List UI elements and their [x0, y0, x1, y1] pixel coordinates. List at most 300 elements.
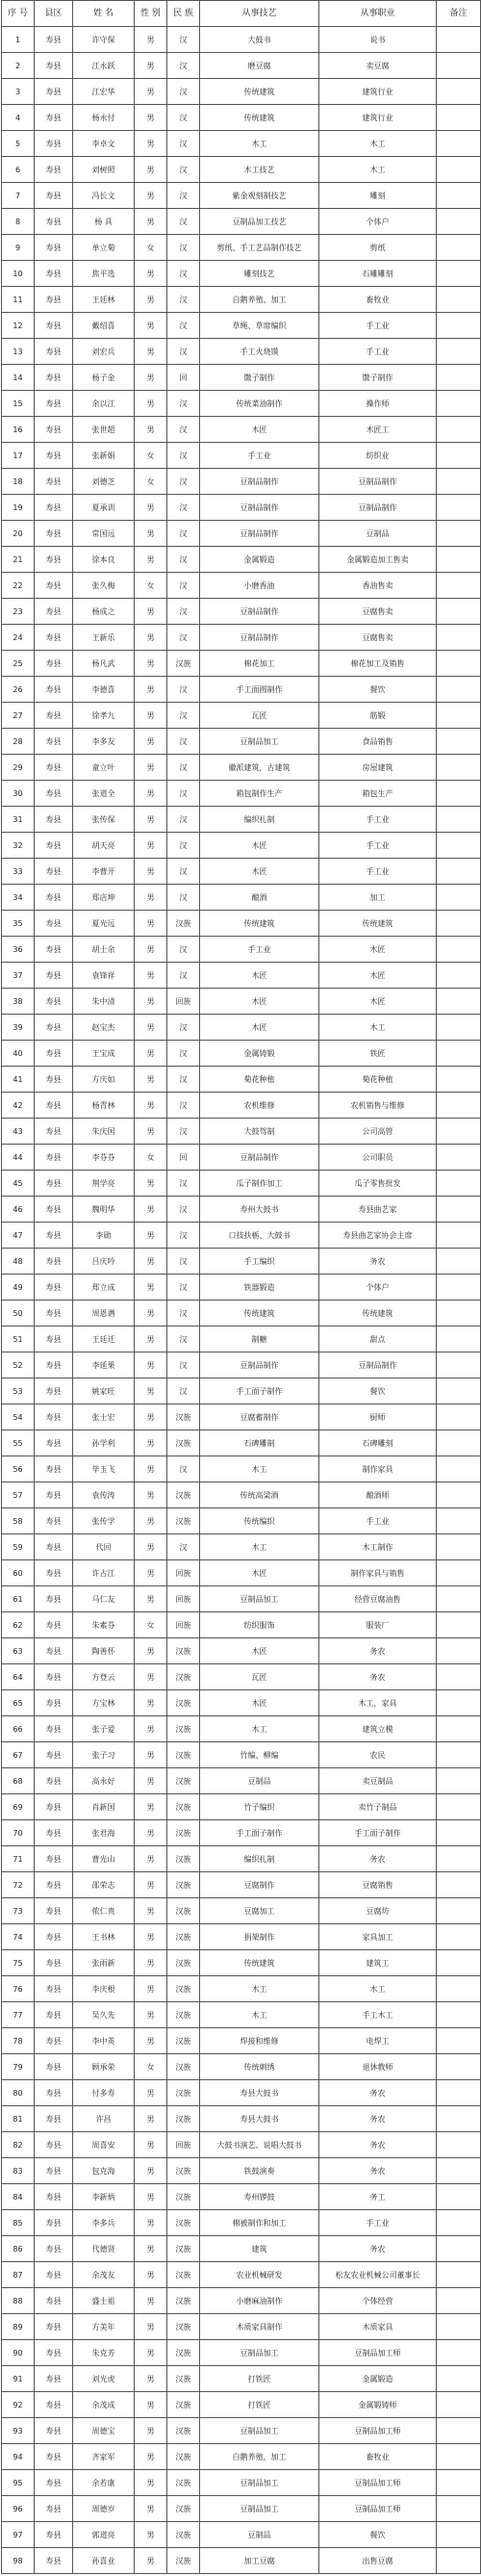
cell-gender: 男	[135, 2418, 167, 2444]
cell-skill: 传统菜油制作	[200, 391, 319, 417]
cell-name: 焦平选	[73, 261, 135, 287]
cell-name: 陶善怀	[73, 1638, 135, 1664]
cell-skill: 剪纸、手工艺品制作技艺	[200, 235, 319, 261]
cell-occupation: 卖竹子制品	[319, 1794, 437, 1820]
cell-county: 寿县	[35, 1794, 73, 1820]
cell-ethnicity: 汉族	[167, 1482, 200, 1508]
cell-remarks	[437, 2470, 481, 2496]
cell-occupation: 务农	[319, 2236, 437, 2262]
cell-occupation: 菊花种植	[319, 1067, 437, 1093]
cell-county: 寿县	[35, 1119, 73, 1145]
cell-county: 寿县	[35, 1898, 73, 1924]
cell-remarks	[437, 313, 481, 339]
cell-ethnicity: 汉	[167, 1534, 200, 1560]
cell-skill: 豆制品加工技艺	[200, 209, 319, 235]
cell-name: 侬仁贵	[73, 1898, 135, 1924]
cell-county: 寿县	[35, 2314, 73, 2340]
cell-ethnicity: 汉族	[167, 2470, 200, 2496]
cell-skill: 金属铸锻	[200, 1041, 319, 1067]
cell-name: 朱庆国	[73, 1119, 135, 1145]
cell-ethnicity: 汉	[167, 1041, 200, 1067]
cell-ethnicity: 汉	[167, 261, 200, 287]
cell-occupation: 豆制品制作	[319, 469, 437, 495]
table-row	[2, 287, 481, 313]
cell-ethnicity: 汉族	[167, 2158, 200, 2184]
cell-index: 67	[2, 1742, 35, 1768]
cell-ethnicity: 汉族	[167, 1872, 200, 1898]
cell-county: 寿县	[35, 261, 73, 287]
cell-index: 80	[2, 2080, 35, 2106]
cell-skill: 豆制品加工	[200, 1586, 319, 1612]
cell-occupation: 金属锻铸师	[319, 2392, 437, 2418]
cell-county: 寿县	[35, 1586, 73, 1612]
cell-name: 李芬芬	[73, 1145, 135, 1171]
cell-skill: 建筑	[200, 2236, 319, 2262]
table-row	[2, 131, 481, 157]
table-row	[2, 2210, 481, 2236]
cell-name: 余以江	[73, 391, 135, 417]
cell-skill: 编织扎制	[200, 1846, 319, 1872]
cell-occupation: 木工	[319, 1015, 437, 1041]
cell-occupation: 瓜子零售批发	[319, 1171, 437, 1197]
cell-name: 袁传涛	[73, 1482, 135, 1508]
cell-index: 39	[2, 1015, 35, 1041]
cell-occupation: 木工，家具	[319, 1690, 437, 1716]
cell-county: 寿县	[35, 755, 73, 781]
cell-gender: 男	[135, 1015, 167, 1041]
cell-skill: 白鹅养殖，加工	[200, 2444, 319, 2470]
cell-gender: 男	[135, 2340, 167, 2366]
cell-county: 寿县	[35, 547, 73, 573]
cell-remarks	[437, 781, 481, 807]
cell-gender: 男	[135, 1898, 167, 1924]
cell-index: 19	[2, 495, 35, 521]
cell-index: 20	[2, 521, 35, 547]
cell-skill: 木匠	[200, 989, 319, 1015]
cell-gender: 男	[135, 651, 167, 677]
cell-remarks	[437, 1119, 481, 1145]
cell-index: 37	[2, 963, 35, 989]
cell-occupation: 务农	[319, 2106, 437, 2132]
table-row	[2, 1872, 481, 1898]
cell-gender: 男	[135, 807, 167, 833]
cell-ethnicity: 汉	[167, 313, 200, 339]
cell-county: 寿县	[35, 1171, 73, 1197]
cell-index: 1	[2, 27, 35, 53]
cell-gender: 男	[135, 1327, 167, 1352]
table-row	[2, 1171, 481, 1197]
cell-skill: 铁鼓演奏	[200, 2158, 319, 2184]
cell-index: 5	[2, 131, 35, 157]
cell-index: 13	[2, 339, 35, 365]
cell-occupation: 手工业	[319, 833, 437, 859]
cell-skill: 手工编织	[200, 1249, 319, 1275]
cell-ethnicity: 汉族	[167, 2262, 200, 2288]
cell-remarks	[437, 1275, 481, 1301]
cell-occupation: 说书	[319, 27, 437, 53]
cell-occupation: 馓子制作	[319, 365, 437, 391]
cell-index: 75	[2, 1950, 35, 1976]
cell-name: 周喜安	[73, 2132, 135, 2158]
cell-occupation: 手工业	[319, 2210, 437, 2236]
cell-skill: 传统编织	[200, 1508, 319, 1534]
cell-name: 郑立成	[73, 1275, 135, 1301]
cell-county: 寿县	[35, 1301, 73, 1327]
cell-name: 毕玉飞	[73, 1456, 135, 1482]
table-row	[2, 391, 481, 417]
cell-county: 寿县	[35, 1275, 73, 1301]
table-row	[2, 1301, 481, 1327]
cell-index: 90	[2, 2340, 35, 2366]
cell-occupation: 服装厂	[319, 1612, 437, 1638]
cell-index: 27	[2, 703, 35, 729]
cell-county: 寿县	[35, 1664, 73, 1690]
cell-gender: 女	[135, 443, 167, 469]
cell-skill: 木工	[200, 1716, 319, 1742]
cell-gender: 男	[135, 937, 167, 963]
table-row	[2, 1612, 481, 1638]
cell-index: 53	[2, 1378, 35, 1404]
cell-county: 寿县	[35, 2106, 73, 2132]
cell-occupation: 豆制品制作	[319, 1352, 437, 1378]
header-index: 序 号	[2, 1, 35, 27]
cell-index: 49	[2, 1275, 35, 1301]
cell-name: 包克海	[73, 2158, 135, 2184]
cell-name: 刘树照	[73, 157, 135, 183]
cell-gender: 男	[135, 105, 167, 131]
cell-ethnicity: 汉族	[167, 1924, 200, 1950]
roster-document	[1, 0, 480, 2574]
cell-gender: 男	[135, 2522, 167, 2548]
cell-remarks	[437, 2184, 481, 2210]
table-row	[2, 2132, 481, 2158]
cell-ethnicity: 汉	[167, 1301, 200, 1327]
cell-remarks	[437, 833, 481, 859]
cell-ethnicity: 汉族	[167, 911, 200, 937]
cell-index: 73	[2, 1898, 35, 1924]
cell-occupation: 卖豆制品	[319, 1768, 437, 1794]
cell-name: 单立菊	[73, 235, 135, 261]
cell-gender: 男	[135, 1794, 167, 1820]
cell-index: 40	[2, 1041, 35, 1067]
cell-occupation: 操作师	[319, 391, 437, 417]
cell-skill: 寿县大鼓书	[200, 2080, 319, 2106]
cell-gender: 男	[135, 2132, 167, 2158]
cell-skill: 棉花加工	[200, 651, 319, 677]
cell-occupation: 个体经营	[319, 2288, 437, 2314]
cell-skill: 豆腐蓄制作	[200, 1404, 319, 1430]
cell-occupation: 松友农业机械公司董事长	[319, 2262, 437, 2288]
cell-occupation: 箱包生产	[319, 781, 437, 807]
cell-county: 寿县	[35, 2054, 73, 2080]
cell-occupation: 豆制品加工师	[319, 2340, 437, 2366]
table-row	[2, 313, 481, 339]
cell-county: 寿县	[35, 1067, 73, 1093]
table-row	[2, 1119, 481, 1145]
table-row	[2, 2444, 481, 2470]
cell-ethnicity: 汉	[167, 625, 200, 651]
table-row	[2, 1664, 481, 1690]
cell-gender: 男	[135, 313, 167, 339]
cell-gender: 男	[135, 1716, 167, 1742]
cell-skill: 手工面子制作	[200, 1378, 319, 1404]
cell-remarks	[437, 1404, 481, 1430]
cell-county: 寿县	[35, 1482, 73, 1508]
cell-ethnicity: 汉	[167, 1171, 200, 1197]
cell-occupation: 务工	[319, 2184, 437, 2210]
cell-county: 寿县	[35, 599, 73, 625]
cell-gender: 男	[135, 1093, 167, 1119]
cell-gender: 男	[135, 1534, 167, 1560]
cell-skill: 竹子编织	[200, 1794, 319, 1820]
cell-name: 李庆根	[73, 1976, 135, 2002]
cell-ethnicity: 汉	[167, 1223, 200, 1249]
cell-name: 朱素芬	[73, 1612, 135, 1638]
cell-skill: 木工	[200, 131, 319, 157]
cell-county: 寿县	[35, 859, 73, 885]
cell-name: 李多友	[73, 729, 135, 755]
cell-occupation: 公司职员	[319, 1145, 437, 1171]
table-row	[2, 651, 481, 677]
cell-gender: 男	[135, 1430, 167, 1456]
cell-gender: 男	[135, 1690, 167, 1716]
cell-remarks	[437, 261, 481, 287]
table-row	[2, 729, 481, 755]
cell-occupation: 铁匠	[319, 1041, 437, 1067]
cell-gender: 男	[135, 1378, 167, 1404]
table-row	[2, 1794, 481, 1820]
cell-ethnicity: 汉	[167, 443, 200, 469]
cell-remarks	[437, 131, 481, 157]
cell-gender: 男	[135, 703, 167, 729]
cell-skill: 豆制品制作	[200, 625, 319, 651]
cell-gender: 男	[135, 2314, 167, 2340]
table-row	[2, 1482, 481, 1508]
cell-ethnicity: 汉	[167, 157, 200, 183]
table-row	[2, 755, 481, 781]
cell-index: 6	[2, 157, 35, 183]
cell-ethnicity: 汉族	[167, 2392, 200, 2418]
cell-occupation: 手工业	[319, 859, 437, 885]
cell-remarks	[437, 183, 481, 209]
table-row	[2, 781, 481, 807]
cell-index: 59	[2, 1534, 35, 1560]
cell-remarks	[437, 1976, 481, 2002]
table-row	[2, 1093, 481, 1119]
cell-skill: 磨豆腐	[200, 53, 319, 79]
cell-skill: 手工业	[200, 443, 319, 469]
cell-county: 寿县	[35, 677, 73, 703]
cell-occupation: 餐饮	[319, 1378, 437, 1404]
cell-county: 寿县	[35, 2028, 73, 2054]
cell-occupation: 手工业	[319, 313, 437, 339]
cell-gender: 男	[135, 1976, 167, 2002]
table-row	[2, 443, 481, 469]
cell-name: 张传保	[73, 807, 135, 833]
cell-gender: 男	[135, 1768, 167, 1794]
cell-county: 寿县	[35, 2080, 73, 2106]
cell-index: 57	[2, 1482, 35, 1508]
cell-skill: 传统建筑	[200, 79, 319, 105]
table-row	[2, 79, 481, 105]
cell-gender: 女	[135, 469, 167, 495]
cell-name: 冯长文	[73, 183, 135, 209]
cell-county: 寿县	[35, 1768, 73, 1794]
cell-index: 87	[2, 2262, 35, 2288]
cell-name: 许占江	[73, 1560, 135, 1586]
header-county: 县区	[35, 1, 73, 27]
cell-county: 寿县	[35, 1041, 73, 1067]
cell-ethnicity: 汉	[167, 183, 200, 209]
cell-ethnicity: 回族	[167, 1612, 200, 1638]
cell-name: 余若康	[73, 2470, 135, 2496]
cell-index: 34	[2, 885, 35, 911]
cell-occupation: 金属锻造	[319, 2366, 437, 2392]
cell-remarks	[437, 1768, 481, 1794]
cell-gender: 女	[135, 1145, 167, 1171]
table-row	[2, 937, 481, 963]
table-row	[2, 417, 481, 443]
cell-county: 寿县	[35, 885, 73, 911]
cell-skill: 打铁匠	[200, 2392, 319, 2418]
cell-remarks	[437, 937, 481, 963]
cell-remarks	[437, 495, 481, 521]
cell-remarks	[437, 27, 481, 53]
table-row	[2, 495, 481, 521]
cell-gender: 女	[135, 573, 167, 599]
cell-county: 寿县	[35, 209, 73, 235]
cell-skill: 手工面子制作	[200, 1820, 319, 1846]
cell-ethnicity: 汉族	[167, 2366, 200, 2392]
cell-index: 65	[2, 1690, 35, 1716]
cell-remarks	[437, 2054, 481, 2080]
cell-remarks	[437, 573, 481, 599]
cell-index: 16	[2, 417, 35, 443]
table-row	[2, 599, 481, 625]
table-row	[2, 1742, 481, 1768]
cell-ethnicity: 汉族	[167, 2522, 200, 2548]
cell-skill: 馓子制作	[200, 365, 319, 391]
cell-index: 94	[2, 2444, 35, 2470]
cell-index: 86	[2, 2236, 35, 2262]
table-row	[2, 1015, 481, 1041]
cell-gender: 男	[135, 1223, 167, 1249]
table-row	[2, 1820, 481, 1846]
table-row	[2, 1275, 481, 1301]
cell-ethnicity: 汉	[167, 963, 200, 989]
cell-occupation: 木匠	[319, 989, 437, 1015]
cell-ethnicity: 汉	[167, 235, 200, 261]
table-row	[2, 53, 481, 79]
cell-index: 58	[2, 1508, 35, 1534]
cell-ethnicity: 汉	[167, 1015, 200, 1041]
cell-gender: 男	[135, 1171, 167, 1197]
cell-remarks	[437, 2418, 481, 2444]
cell-name: 周恩谮	[73, 1301, 135, 1327]
cell-skill: 石碑雕制	[200, 1430, 319, 1456]
cell-occupation: 寿县曲艺家协会主席	[319, 1223, 437, 1249]
cell-county: 寿县	[35, 1560, 73, 1586]
cell-county: 寿县	[35, 183, 73, 209]
cell-skill: 捐架制作	[200, 1924, 319, 1950]
cell-occupation: 传统建筑	[319, 911, 437, 937]
cell-skill: 木匠	[200, 1560, 319, 1586]
cell-ethnicity: 汉族	[167, 2418, 200, 2444]
cell-gender: 男	[135, 1301, 167, 1327]
cell-occupation: 手工业	[319, 339, 437, 365]
header-ethnicity: 民 族	[167, 1, 200, 27]
cell-ethnicity: 汉族	[167, 2106, 200, 2132]
cell-skill: 打铁匠	[200, 2366, 319, 2392]
table-row	[2, 1716, 481, 1742]
cell-occupation: 剪纸	[319, 235, 437, 261]
cell-county: 寿县	[35, 1846, 73, 1872]
cell-ethnicity: 汉	[167, 339, 200, 365]
cell-gender: 男	[135, 2392, 167, 2418]
cell-index: 36	[2, 937, 35, 963]
cell-occupation: 餐饮	[319, 677, 437, 703]
cell-remarks	[437, 1223, 481, 1249]
cell-name: 王宝成	[73, 1041, 135, 1067]
cell-gender: 男	[135, 2158, 167, 2184]
cell-index: 28	[2, 729, 35, 755]
cell-county: 寿县	[35, 1197, 73, 1223]
cell-name: 刘宏兵	[73, 339, 135, 365]
cell-remarks	[437, 105, 481, 131]
cell-county: 寿县	[35, 781, 73, 807]
cell-ethnicity: 汉族	[167, 1820, 200, 1846]
cell-index: 45	[2, 1171, 35, 1197]
cell-ethnicity: 汉	[167, 885, 200, 911]
cell-ethnicity: 汉族	[167, 1794, 200, 1820]
cell-remarks	[437, 417, 481, 443]
cell-county: 寿县	[35, 2236, 73, 2262]
cell-name: 姚家旺	[73, 1378, 135, 1404]
table-row	[2, 1534, 481, 1560]
cell-remarks	[437, 1352, 481, 1378]
cell-occupation: 经营豆腐油售	[319, 1586, 437, 1612]
cell-skill: 豆制品加工	[200, 2470, 319, 2496]
cell-ethnicity: 回	[167, 1145, 200, 1171]
table-row	[2, 1430, 481, 1456]
cell-gender: 男	[135, 885, 167, 911]
cell-remarks	[437, 2028, 481, 2054]
cell-occupation: 豆腐销售	[319, 1872, 437, 1898]
cell-name: 张君海	[73, 1820, 135, 1846]
cell-county: 寿县	[35, 651, 73, 677]
cell-skill: 农机维修	[200, 1093, 319, 1119]
cell-index: 54	[2, 1404, 35, 1430]
cell-remarks	[437, 989, 481, 1015]
cell-ethnicity: 汉族	[167, 1664, 200, 1690]
cell-occupation: 建筑行业	[319, 79, 437, 105]
cell-ethnicity: 回	[167, 365, 200, 391]
cell-skill: 寿州锣鼓	[200, 2184, 319, 2210]
cell-ethnicity: 汉	[167, 547, 200, 573]
cell-county: 寿县	[35, 2002, 73, 2028]
cell-name: 荆学亮	[73, 1171, 135, 1197]
cell-ethnicity: 汉族	[167, 2548, 200, 2574]
table-row	[2, 261, 481, 287]
cell-gender: 男	[135, 53, 167, 79]
cell-county: 寿县	[35, 1015, 73, 1041]
cell-index: 61	[2, 1586, 35, 1612]
cell-county: 寿县	[35, 1352, 73, 1378]
cell-remarks	[437, 1872, 481, 1898]
cell-county: 寿县	[35, 2522, 73, 2548]
cell-name: 杨子金	[73, 365, 135, 391]
cell-county: 寿县	[35, 2132, 73, 2158]
